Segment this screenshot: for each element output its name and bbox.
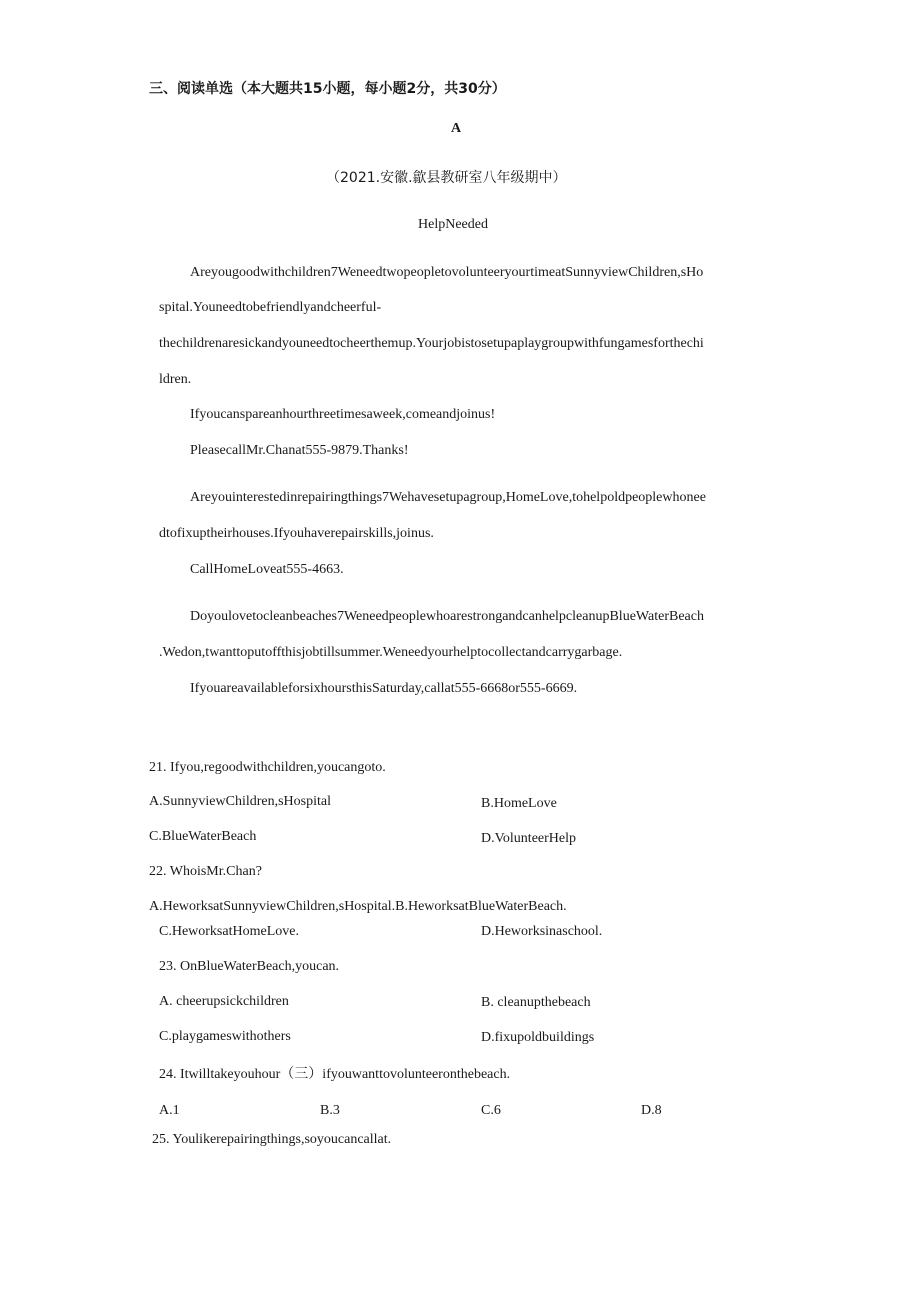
question-stem: 23. OnBlueWaterBeach,youcan. bbox=[159, 959, 340, 974]
paragraph-line: spital.Youneedtobefriendlyandcheerful- bbox=[159, 300, 382, 315]
paragraph-line: PleasecallMr.Chanat555-9879.Thanks! bbox=[190, 443, 409, 458]
option-a: A.SunnyviewChildren,sHospital bbox=[149, 794, 331, 809]
option-c: C.playgameswithothers bbox=[159, 1029, 291, 1044]
option-b: B.3 bbox=[320, 1103, 340, 1118]
paragraph-line: Areyouinterestedinrepairingthings7Wehavesetupagroup,HomeLove,tohelpoldpeoplewhonee bbox=[190, 490, 706, 505]
passage-title: HelpNeeded bbox=[418, 217, 488, 232]
paragraph-line: Areyougoodwithchildren7WeneedtwopeopletovolunteeryourtimeatSunnyviewChildren,sHo bbox=[190, 265, 704, 280]
question-stem: 21. Ifyou,regoodwithchildren,youcangoto. bbox=[149, 760, 386, 775]
paragraph-line: dtofixuptheirhouses.Ifyouhaverepairskills,joinus. bbox=[159, 526, 434, 541]
option-d: D.fixupoldbuildings bbox=[481, 1030, 595, 1045]
option-d: D.VolunteerHelp bbox=[481, 831, 576, 846]
paragraph-line: ldren. bbox=[159, 372, 192, 387]
paragraph-line: IfyouareavailableforsixhoursthisSaturday,callat555-6668or555-6669. bbox=[190, 681, 578, 696]
option-a-b: A.HeworksatSunnyviewChildren,sHospital.B.HeworksatBlueWaterBeach. bbox=[149, 899, 567, 914]
paragraph-line: CallHomeLoveat555-4663. bbox=[190, 562, 344, 577]
option-d: D.Heworksinaschool. bbox=[481, 924, 603, 939]
question-stem: 24. Itwilltakeyouhour（三）ifyouwanttovolunteeronthebeach. bbox=[159, 1067, 511, 1082]
passage-label: A bbox=[451, 121, 462, 136]
paragraph-line: Ifyoucanspareanhourthreetimesaweek,comeandjoinus! bbox=[190, 407, 496, 422]
option-c: C.6 bbox=[481, 1103, 501, 1118]
option-d: D.8 bbox=[641, 1103, 662, 1118]
question-stem: 25. Youlikerepairingthings,soyoucancallat. bbox=[152, 1132, 392, 1147]
paragraph-line: .Wedon,twanttoputoffthisjobtillsummer.Weneedyourhelptocollectandcarrygarbage. bbox=[159, 645, 623, 660]
option-c: C.BlueWaterBeach bbox=[149, 829, 257, 844]
option-a: A.1 bbox=[159, 1103, 180, 1118]
source-note: （2021.安徽.歙县教研室八年级期中） bbox=[326, 170, 567, 186]
option-b: B.HomeLove bbox=[481, 796, 557, 811]
question-stem: 22. WhoisMr.Chan? bbox=[149, 864, 262, 879]
paragraph-line: thechildrenaresickandyouneedtocheerthemup.Yourjobistosetupaplaygroupwithfungamesforthechi bbox=[159, 336, 704, 351]
option-a: A. cheerupsickchildren bbox=[159, 994, 289, 1009]
option-b: B. cleanupthebeach bbox=[481, 995, 591, 1010]
option-c: C.HeworksatHomeLove. bbox=[159, 924, 299, 939]
section-heading: 三、阅读单选（本大题共15小题，每小题2分，共30分） bbox=[149, 81, 506, 97]
paragraph-line: Doyoulovetocleanbeaches7WeneedpeoplewhoarestrongandcanhelpcleanupBlueWaterBeach bbox=[190, 609, 704, 624]
